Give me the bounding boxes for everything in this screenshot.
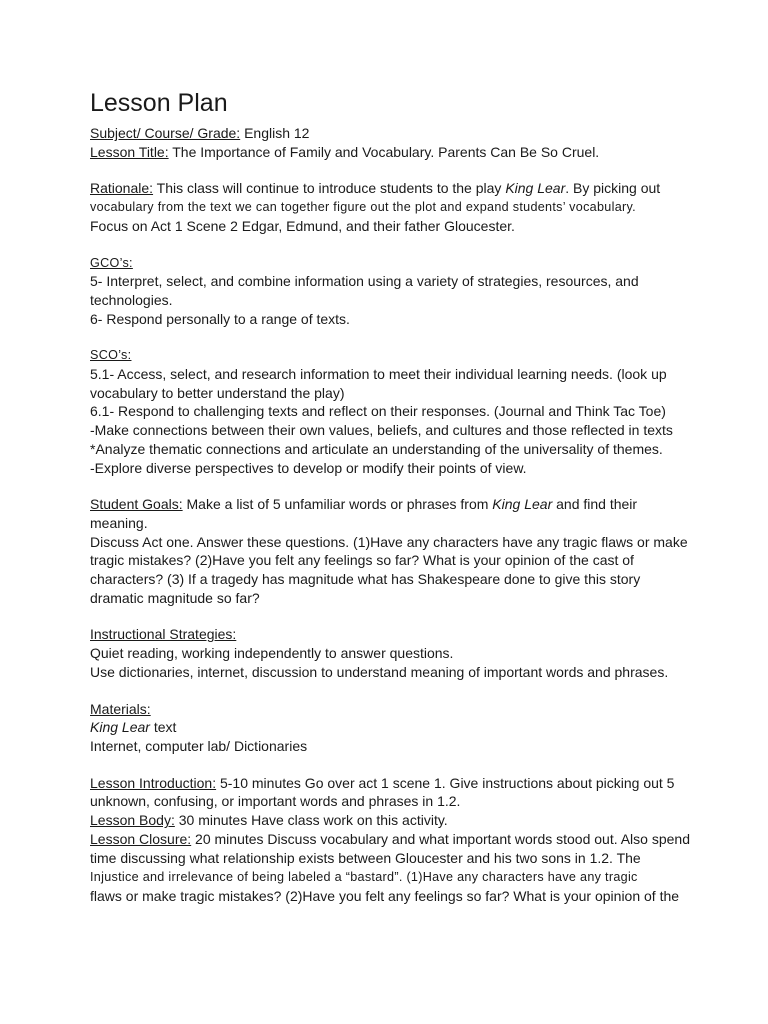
gco-item: 6- Respond personally to a range of texts. [90,310,350,327]
materials-label: Materials: [90,700,151,717]
rationale-label: Rationale: [90,180,154,197]
subject-line [90,124,690,143]
scos-label: SCO’s: [90,348,132,363]
student-goals-text-end: and find their meaning. [90,496,638,531]
lesson-title-label: Lesson Title: [90,143,169,160]
materials-line [90,718,690,737]
rationale-line [90,179,690,198]
play-title: King Lear [90,719,150,736]
lesson-body-label: Lesson Body: [90,812,175,829]
sco-item: *Analyze thematic connections and articulate an understanding of the universality of themes. [90,440,663,457]
lesson-closure-label: Lesson Closure: [90,830,192,847]
document-body [90,88,690,906]
gco-item: 5- Interpret, select, and combine information using a variety of strategies, resources, and technologies. [90,273,639,308]
instructional-strategies-label: Instructional Strategies: [90,626,237,643]
lesson-title-value: The Importance of Family and Vocabulary. Parents Can Be So Cruel. [168,143,600,160]
subject-value: English 12 [240,125,310,141]
sco-item: -Make connections between their own values, beliefs, and cultures and those reflected in texts [90,422,673,439]
subject-label: Subject/ Course/ Grade: [90,125,241,141]
sco-item: 6.1- Respond to challenging texts and reflect on their responses. (Journal and Think Tac Toe) [90,403,666,420]
lesson-body [90,811,690,830]
gcos-label: GCO’s: [90,255,133,270]
rationale-text-end: . By picking out [565,180,661,197]
lesson-closure-question: (1)Have any characters have any tragic [402,870,638,885]
lesson-closure [90,830,690,867]
lesson-closure-text: 20 minutes Discuss vocabulary and what important words stood out. Also spend time discussing what relationship exists between Gloucester and his two sons in 1.2. The [90,830,690,866]
materials-text: text [149,719,177,736]
instructional-strategies-section [90,625,690,681]
lesson-introduction-label: Lesson Introduction: [90,774,217,791]
student-goals-text: Make a list of 5 unfamiliar words or phrases from [182,496,493,513]
lesson-closure-line-4: flaws or make tragic mistakes? (2)Have you felt any feelings so far? What is your opinion of the [90,887,680,904]
lesson-introduction [90,774,690,811]
student-goals-line [90,495,690,532]
scos-section [90,346,690,477]
materials-section [90,700,690,756]
page-title: Lesson Plan [90,89,228,117]
student-goals-section [90,495,690,607]
play-title: King Lear [505,180,566,197]
lesson-closure-injustice: Injustice and irrelevance of being labeled a “bastard”. [90,870,403,885]
gcos-section [90,254,690,329]
lesson-body-text: 30 minutes Have class work on this activity. [174,812,448,829]
sco-item: -Explore diverse perspectives to develop or modify their points of view. [90,459,527,476]
rationale-section [90,179,690,235]
rationale-line-3: Focus on Act 1 Scene 2 Edgar, Edmund, and their father Gloucester. [90,217,515,234]
play-title: King Lear [492,496,553,513]
lesson-sections [90,774,690,906]
rationale-line-2: vocabulary from the text we can together figure out the plot and expand students’ vocabulary. [90,200,636,215]
materials-line-2: Internet, computer lab/ Dictionaries [90,737,308,754]
student-goals-label: Student Goals: [90,496,183,513]
strategy-line: Quiet reading, working independently to answer questions. [90,645,454,662]
lesson-closure-line-3 [90,867,690,887]
student-goals-questions: Discuss Act one. Answer these questions. (1)Have any characters have any tragic flaws or make tragic mistakes? (2)Have you felt any feelings so far? What is your opinion of the cast of characters? (3) If a tragedy has magnitude what has Shakespeare done to give this story dramatic magnitude so far? [90,533,688,606]
lesson-title-line [90,143,690,162]
strategy-line: Use dictionaries, internet, discussion to understand meaning of important words and phrases. [90,663,669,680]
lesson-introduction-text: 5-10 minutes Go over act 1 scene 1. Give instructions about picking out 5 unknown, confusing, or important words and phrases in 1.2. [90,774,675,810]
rationale-text: This class will continue to introduce students to the play [153,180,506,197]
sco-item: 5.1- Access, select, and research information to meet their individual learning needs. (look up vocabulary to better understand the play) [90,366,667,401]
